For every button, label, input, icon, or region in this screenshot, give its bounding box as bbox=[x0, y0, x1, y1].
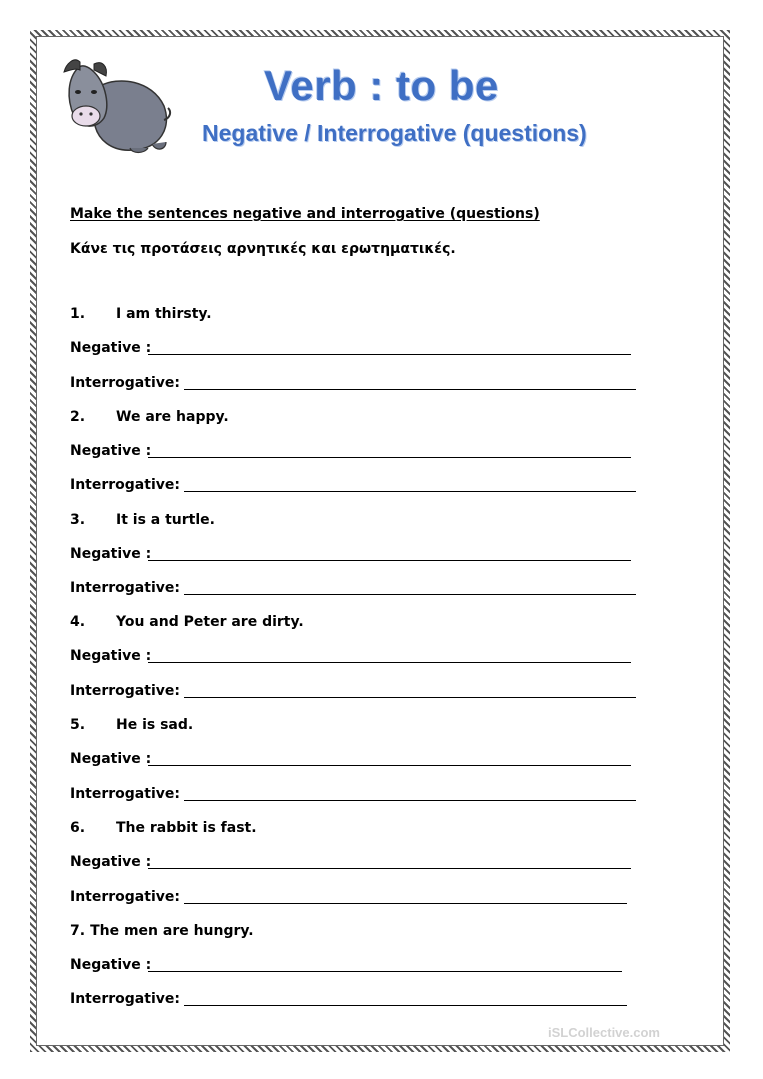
interrogative-answer-line[interactable] bbox=[184, 594, 636, 595]
interrogative-answer-line[interactable] bbox=[184, 903, 627, 904]
exercise-sentence-row bbox=[70, 512, 215, 528]
interrogative-answer-line[interactable] bbox=[184, 1005, 627, 1006]
exercise-number: 5. bbox=[70, 717, 86, 734]
exercise-sentence: It is a turtle. bbox=[116, 511, 215, 528]
interrogative-label: Interrogative: bbox=[70, 888, 180, 905]
page-subtitle: Negative / Interrogative (questions) bbox=[202, 120, 587, 146]
exercise-sentence-row bbox=[70, 923, 254, 939]
exercise-sentence: The rabbit is fast. bbox=[116, 820, 257, 836]
instructions-english: Make the sentences negative and interrogative (questions) bbox=[70, 206, 540, 222]
interrogative-label: Interrogative: bbox=[70, 991, 180, 1008]
exercise-number: 2. bbox=[70, 408, 86, 425]
negative-answer-line[interactable] bbox=[148, 560, 631, 561]
watermark: iSLCollective.com bbox=[548, 1025, 660, 1040]
exercise-number: 6. bbox=[70, 820, 86, 836]
negative-answer-line[interactable] bbox=[148, 354, 631, 355]
exercise-sentence: I am thirsty. bbox=[116, 306, 212, 322]
interrogative-label: Interrogative: bbox=[70, 785, 180, 802]
exercise-sentence: We are happy. bbox=[116, 408, 229, 425]
interrogative-label: Interrogative: bbox=[70, 374, 180, 391]
negative-label: Negative : bbox=[70, 340, 152, 356]
negative-answer-line[interactable] bbox=[148, 662, 631, 663]
exercise-sentence-row bbox=[70, 820, 257, 836]
negative-label: Negative : bbox=[70, 854, 152, 870]
exercise-sentence: He is sad. bbox=[116, 717, 194, 734]
interrogative-label: Interrogative: bbox=[70, 580, 180, 597]
negative-label: Negative : bbox=[70, 442, 152, 459]
exercise-sentence: You and Peter are dirty. bbox=[116, 614, 304, 631]
negative-answer-line[interactable] bbox=[148, 971, 622, 972]
exercise-number: 1. bbox=[70, 306, 86, 322]
instructions-greek: Κάνε τις προτάσεις αρνητικές και ερωτηματικές. bbox=[70, 241, 456, 257]
negative-answer-line[interactable] bbox=[148, 457, 631, 458]
interrogative-label: Interrogative: bbox=[70, 682, 180, 699]
exercise-number: 7. bbox=[70, 922, 86, 939]
exercise-sentence-row bbox=[70, 306, 212, 322]
negative-answer-line[interactable] bbox=[148, 868, 631, 869]
interrogative-answer-line[interactable] bbox=[184, 491, 636, 492]
exercise-number: 3. bbox=[70, 511, 86, 528]
interrogative-answer-line[interactable] bbox=[184, 800, 636, 801]
exercise-number: 4. bbox=[70, 614, 86, 631]
exercise-sentence-row bbox=[70, 614, 304, 630]
negative-label: Negative : bbox=[70, 545, 152, 562]
exercise-sentence-row bbox=[70, 717, 193, 733]
negative-label: Negative : bbox=[70, 751, 152, 768]
exercise-sentence-row bbox=[70, 409, 229, 425]
page-title: Verb : to be bbox=[264, 62, 499, 109]
interrogative-answer-line[interactable] bbox=[184, 697, 636, 698]
interrogative-answer-line[interactable] bbox=[184, 389, 636, 390]
negative-label: Negative : bbox=[70, 956, 152, 973]
negative-label: Negative : bbox=[70, 648, 152, 665]
negative-answer-line[interactable] bbox=[148, 765, 631, 766]
exercise-sentence: The men are hungry. bbox=[90, 922, 254, 939]
interrogative-label: Interrogative: bbox=[70, 477, 180, 494]
